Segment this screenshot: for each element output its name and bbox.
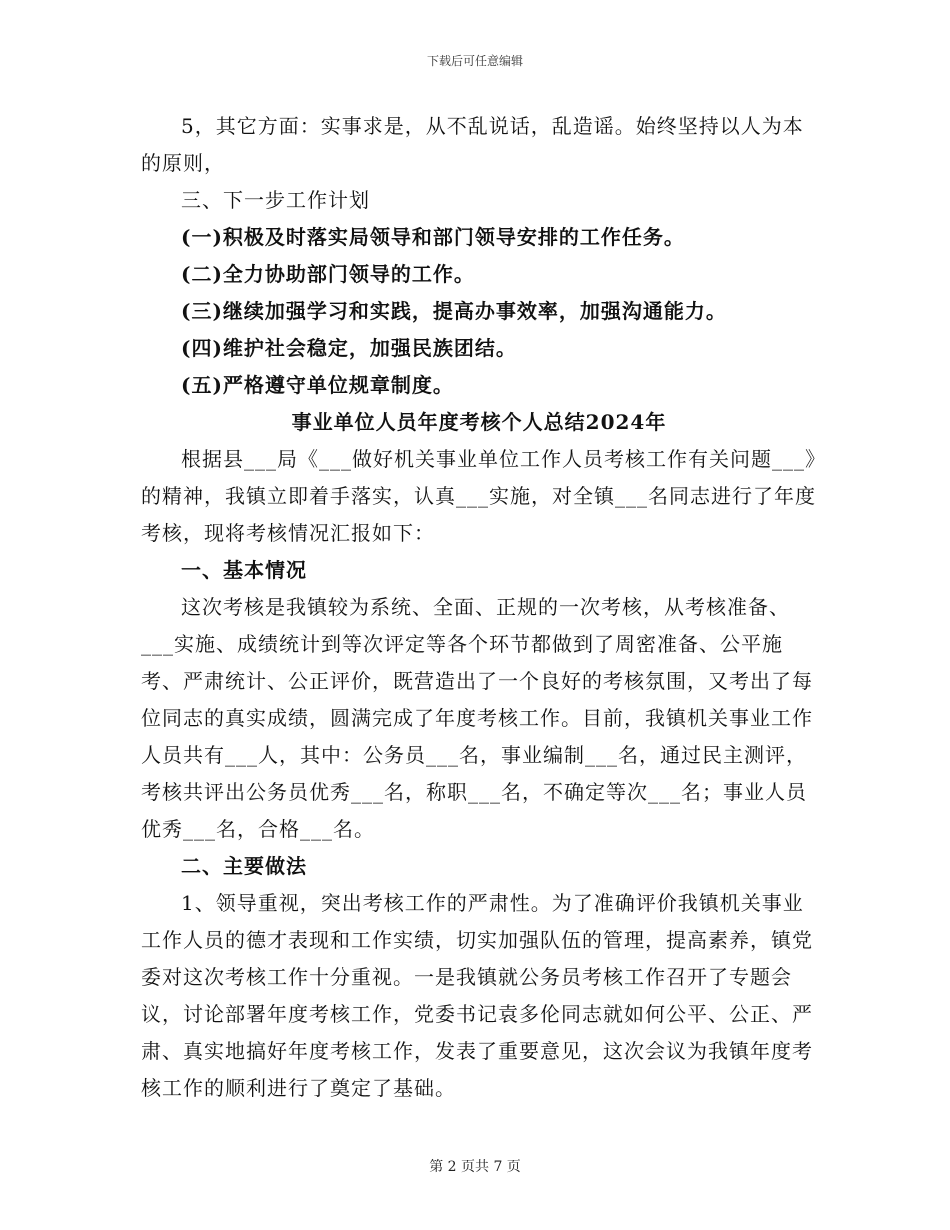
plan-item-3: (三)继续加强学习和实践，提高办事效率，加强沟通能力。 [181, 299, 727, 323]
plan-item-1: (一)积极及时落实局领导和部门领导安排的工作任务。 [181, 225, 685, 249]
document-body [141, 108, 817, 1107]
heading-basic-situation: 一、基本情况 [181, 558, 307, 582]
paragraph-intro: 根据县___局《___做好机关事业单位工作人员考核工作有关问题___》的精神，我镇立即着手落实，认真___实施，对全镇___名同志进行了年度考核，现将考核情况汇报如下： [141, 447, 816, 545]
plan-item-2: (二)全力协助部门领导的工作。 [181, 262, 475, 286]
heading-main-practices: 二、主要做法 [181, 854, 307, 878]
plan-item-5: (五)严格遵守单位规章制度。 [181, 373, 454, 397]
heading-next-steps: 三、下一步工作计划 [181, 188, 370, 212]
plan-item-4: (四)维护社会稳定，加强民族团结。 [181, 336, 517, 360]
page-header-note: 下载后可任意编辑 [426, 54, 523, 68]
page-number: 第 2 页共 7 页 [429, 1159, 521, 1175]
paragraph-leadership: 1、领导重视，突出考核工作的严肃性。为了准确评价我镇机关事业工作人员的德才表现和工作实绩，切实加强队伍的管理，提高素养，镇党委对这次考核工作十分重视。一是我镇就公务员考核工作召开了专题会议，讨论部署年度考核工作，党委书记袁多伦同志就如何公平、公正、严肃、真实地搞好年度考核工作，发表了重要意见，这次会议为我镇年度考核工作的顺利进行了奠定了基础。 [141, 891, 813, 1100]
paragraph-basic-situation: 这次考核是我镇较为系统、全面、正规的一次考核，从考核准备、___实施、成绩统计到等次评定等各个环节都做到了周密准备、公平施考、严肃统计、公正评价，既营造出了一个良好的考核氛围，又考出了每位同志的真实成绩，圆满完成了年度考核工作。目前，我镇机关事业工作人员共有___人，其中：公务员___名，事业编制___名，通过民主测评，考核共评出公务员优秀___名，称职___名，不确定等次___名；事业人员优秀___名，合格___名。 [141, 595, 813, 841]
document-title: 事业单位人员年度考核个人总结2024年 [291, 410, 667, 434]
paragraph-other-aspects: 5，其它方面：实事求是，从不乱说话，乱造谣。始终坚持以人为本的原则， [141, 114, 804, 175]
